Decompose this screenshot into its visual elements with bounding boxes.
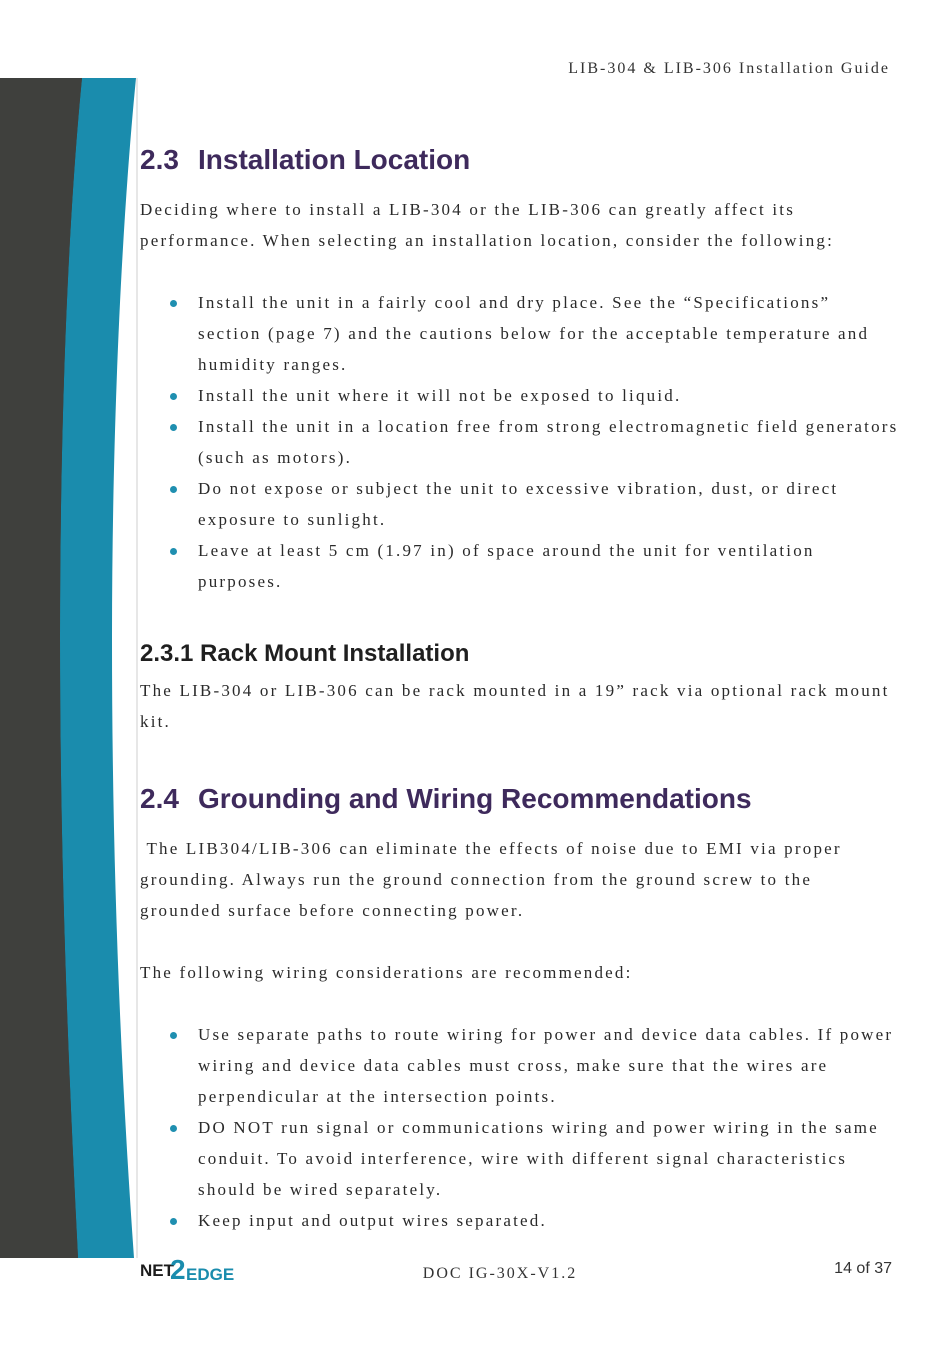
wiring-list — [140, 1019, 900, 1236]
section-title: Grounding and Wiring Recommendations — [198, 783, 752, 814]
page-number: 14 of 37 — [834, 1260, 892, 1277]
list-item: Install the unit in a location free from strong electromagnetic field generators (such as motors). — [140, 411, 900, 473]
section-2-3-intro: Deciding where to install a LIB-304 or the LIB-306 can greatly affect its performance. When selecting an installation location, consider the following: — [140, 200, 835, 250]
bullet-icon — [170, 1032, 177, 1039]
bullet-icon — [170, 424, 177, 431]
bullet-icon — [170, 548, 177, 555]
bullet-icon — [170, 1218, 177, 1225]
section-number: 2.3 — [140, 144, 179, 175]
bullet-icon — [170, 300, 177, 307]
list-item: DO NOT run signal or communications wiring and power wiring in the same conduit. To avoid interference, wire with different signal characteristics should be wired separately. — [140, 1112, 900, 1205]
list-item: Do not expose or subject the unit to excessive vibration, dust, or direct exposure to sunlight. — [140, 473, 900, 535]
decorative-side-band — [0, 0, 160, 1345]
section-number: 2.4 — [140, 783, 179, 814]
net2edge-logo: NET 2 EDGE — [140, 1254, 235, 1285]
installation-location-list — [140, 287, 900, 597]
section-2-3-heading — [140, 140, 900, 180]
list-item: Install the unit in a fairly cool and dry place. See the “Specifications” section (page 7) and the cautions below for the acceptable temperature and humidity ranges. — [140, 287, 900, 380]
bullet-icon — [170, 486, 177, 493]
section-title: Installation Location — [198, 144, 471, 175]
list-item: Keep input and output wires separated. — [140, 1205, 900, 1236]
list-item: Leave at least 5 cm (1.97 in) of space around the unit for ventilation purposes. — [140, 535, 900, 597]
bullet-icon — [170, 1125, 177, 1132]
section-2-4-para-1: The LIB304/LIB-306 can eliminate the effects of noise due to EMI via proper grounding. Always run the ground connection from the ground screw to the grounded surface before connecting power. — [140, 839, 849, 920]
section-2-3-1-heading: 2.3.1 Rack Mount Installation — [140, 640, 470, 667]
blue-band — [60, 78, 136, 1258]
section-2-4-heading — [140, 779, 900, 819]
section-2-4-para-2: The following wiring considerations are recommended: — [140, 963, 633, 982]
running-header: LIB-304 & LIB-306 Installation Guide — [568, 60, 890, 77]
section-2-3-1-body: The LIB-304 or LIB-306 can be rack mounted in a 19” rack via optional rack mount kit. — [140, 681, 890, 731]
list-item: Install the unit where it will not be exposed to liquid. — [140, 380, 900, 411]
document-id: DOC IG-30X-V1.2 — [422, 1265, 578, 1282]
list-item: Use separate paths to route wiring for power and device data cables. If power wiring and device data cables must cross, make sure that the wires are perpendicular at the intersection points. — [140, 1019, 900, 1112]
bullet-icon — [170, 393, 177, 400]
page-content — [140, 140, 900, 1236]
